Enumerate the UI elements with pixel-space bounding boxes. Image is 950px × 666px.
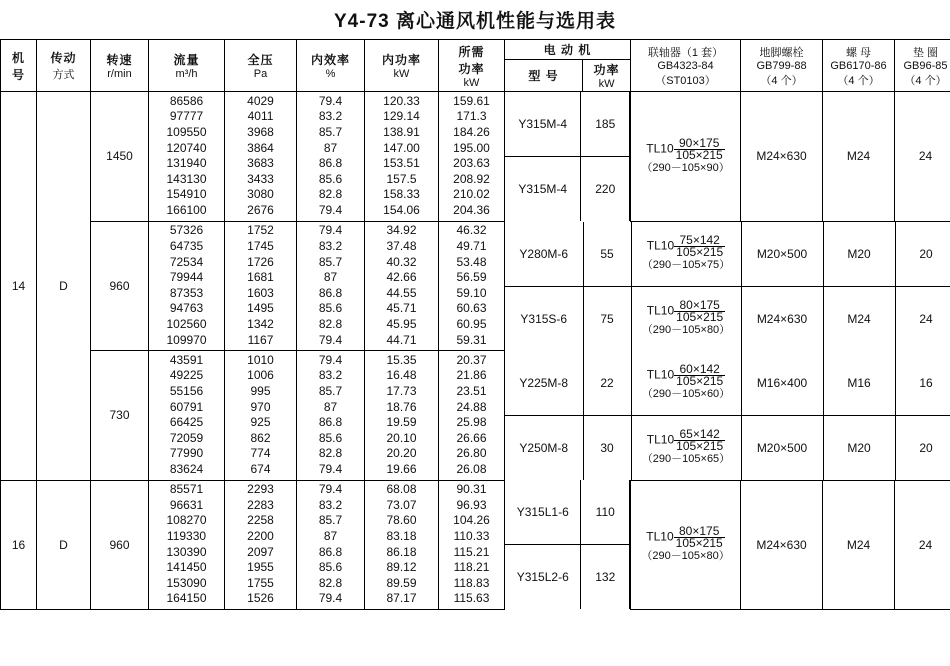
motor-model-cell: Y315L1-6: [505, 480, 581, 545]
flow-cell: 85571 96631 108270 119330 130390 141450 153090 164150: [149, 480, 225, 609]
motor-power-cell: 30: [583, 415, 631, 480]
washer-cell: 20: [895, 415, 950, 480]
machine-no-cell: 16: [1, 480, 37, 609]
anchor-bolt-cell: M16×400: [741, 351, 823, 416]
motor-power-cell: 110: [581, 480, 630, 545]
motor-model-cell: Y315S-6: [505, 286, 583, 351]
coupling-cell: TL10 $\frac{60\times 142}{105\times 215}$ （290－105×60）: [631, 351, 741, 416]
header-total-pressure: 全压 Pa: [225, 40, 297, 92]
nut-cell: M24: [823, 286, 895, 351]
table-row: [1, 92, 950, 222]
washer-cell: 24: [895, 480, 950, 609]
drive-mode-cell: D: [37, 92, 91, 481]
motor-model-cell: Y315M-4: [505, 92, 581, 157]
motor-model-cell: Y315L2-6: [505, 545, 581, 610]
motor-accessory-subtable-wrap: [505, 351, 950, 481]
nut-cell: M24: [823, 480, 895, 609]
pressure-cell: 4029 4011 3968 3864 3683 3433 3080 2676: [225, 92, 297, 222]
required-power-cell: 20.37 21.86 23.51 24.88 25.98 26.66 26.80 26.08: [439, 351, 505, 481]
speed-cell: 730: [91, 351, 149, 481]
required-power-cell: 90.31 96.93 104.26 110.33 115.21 118.21 118.83 115.63: [439, 480, 505, 609]
header-motor-power: 功率 kW: [583, 60, 631, 92]
internal-power-cell: 15.35 16.48 17.73 18.76 19.59 20.10 20.20 19.66: [365, 351, 439, 481]
header-required-power: 所需 功率 kW: [439, 40, 505, 92]
header-motor-model: 型 号: [505, 60, 583, 92]
motor-model-cell: Y225M-8: [505, 351, 583, 416]
washer-cell: 16: [895, 351, 950, 416]
header-internal-power: 内功率 kW: [365, 40, 439, 92]
header-motor: 电 动 机: [505, 40, 631, 60]
coupling-cell: TL10 $\frac{90\times 175}{105\times 215}$ （290－105×90）: [631, 92, 741, 222]
page-title: Y4-73 离心通风机性能与选用表: [334, 11, 616, 32]
header-nut: 螺 母 GB6170-86 （4 个）: [823, 40, 895, 92]
internal-power-cell: 120.33 129.14 138.91 147.00 153.51 157.5 158.33 154.06: [365, 92, 439, 222]
flow-cell: 43591 49225 55156 60791 66425 72059 77990 83624: [149, 351, 225, 481]
motor-power-cell: 55: [583, 222, 631, 287]
washer-cell: 24: [895, 286, 950, 351]
efficiency-cell: 79.4 83.2 85.7 87 86.8 85.6 82.8 79.4: [297, 92, 365, 222]
header-coupling: 联轴器（1 套） GB4323-84 （ST0103）: [631, 40, 741, 92]
header-row-1: [1, 40, 950, 60]
motor-power-cell: 75: [583, 286, 631, 351]
anchor-bolt-cell: M24×630: [741, 286, 823, 351]
motor-accessory-subtable-wrap: [505, 221, 950, 351]
header-efficiency: 内效率 %: [297, 40, 365, 92]
coupling-cell: TL10 $\frac{75\times 142}{105\times 215}$ （290－105×75）: [631, 222, 741, 287]
coupling-cell: TL10 $\frac{80\times 175}{105\times 215}$ （290－105×80）: [631, 480, 741, 609]
speed-cell: 960: [91, 221, 149, 351]
pressure-cell: 1752 1745 1726 1681 1603 1495 1342 1167: [225, 221, 297, 351]
pressure-cell: 1010 1006 995 970 925 862 774 674: [225, 351, 297, 481]
nut-cell: M24: [823, 92, 895, 222]
header-washer: 垫 圈 GB96-85 （4 个）: [895, 40, 950, 92]
motor-model-cell: Y250M-8: [505, 415, 583, 480]
required-power-cell: 46.32 49.71 53.48 56.59 59.10 60.63 60.95 59.31: [439, 221, 505, 351]
drive-mode-cell: D: [37, 480, 91, 609]
anchor-bolt-cell: M24×630: [741, 92, 823, 222]
motor-power-cell: 220: [581, 157, 630, 222]
motor-model-cell: Y315M-4: [505, 157, 581, 222]
header-flow: 流量 m³/h: [149, 40, 225, 92]
table-row: [1, 221, 950, 351]
header-drive-mode: 传动 方式: [37, 40, 91, 92]
efficiency-cell: 79.4 83.2 85.7 87 86.8 85.6 82.8 79.4: [297, 221, 365, 351]
machine-no-cell: 14: [1, 92, 37, 481]
internal-power-cell: 34.92 37.48 40.32 42.66 44.55 45.71 45.95 44.71: [365, 221, 439, 351]
pressure-cell: 2293 2283 2258 2200 2097 1955 1755 1526: [225, 480, 297, 609]
efficiency-cell: 79.4 83.2 85.7 87 86.8 85.6 82.8 79.4: [297, 480, 365, 609]
motor-power-cell: 22: [583, 351, 631, 416]
motor-model-cell: Y280M-6: [505, 222, 583, 287]
flow-cell: 57326 64735 72534 79944 87353 94763 102560 109970: [149, 221, 225, 351]
efficiency-cell: 79.4 83.2 85.7 87 86.8 85.6 82.8 79.4: [297, 351, 365, 481]
table-row: [1, 480, 950, 609]
header-machine-no: 机 号: [1, 40, 37, 92]
motor-subtable-wrap: [505, 480, 631, 609]
coupling-cell: TL10 $\frac{80\times 175}{105\times 215}$ （290－105×80）: [631, 286, 741, 351]
washer-cell: 20: [895, 222, 950, 287]
required-power-cell: 159.61 171.3 184.26 195.00 203.63 208.92 210.02 204.36: [439, 92, 505, 222]
motor-subtable-wrap: [505, 92, 631, 222]
speed-cell: 1450: [91, 92, 149, 222]
motor-power-cell: 132: [581, 545, 630, 610]
nut-cell: M20: [823, 415, 895, 480]
washer-cell: 24: [895, 92, 950, 222]
anchor-bolt-cell: M20×500: [741, 222, 823, 287]
nut-cell: M20: [823, 222, 895, 287]
anchor-bolt-cell: M24×630: [741, 480, 823, 609]
coupling-cell: TL10 $\frac{65\times 142}{105\times 215}$ （290－105×65）: [631, 415, 741, 480]
internal-power-cell: 68.08 73.07 78.60 83.18 86.18 89.12 89.59 87.17: [365, 480, 439, 609]
speed-cell: 960: [91, 480, 149, 609]
header-anchor-bolt: 地脚螺栓 GB799-88 （4 个）: [741, 40, 823, 92]
header-speed: 转速 r/min: [91, 40, 149, 92]
nut-cell: M16: [823, 351, 895, 416]
flow-cell: 86586 97777 109550 120740 131940 143130 154910 166100: [149, 92, 225, 222]
anchor-bolt-cell: M20×500: [741, 415, 823, 480]
motor-power-cell: 185: [581, 92, 630, 157]
table-row: [1, 351, 950, 481]
fan-performance-table: [0, 39, 950, 610]
